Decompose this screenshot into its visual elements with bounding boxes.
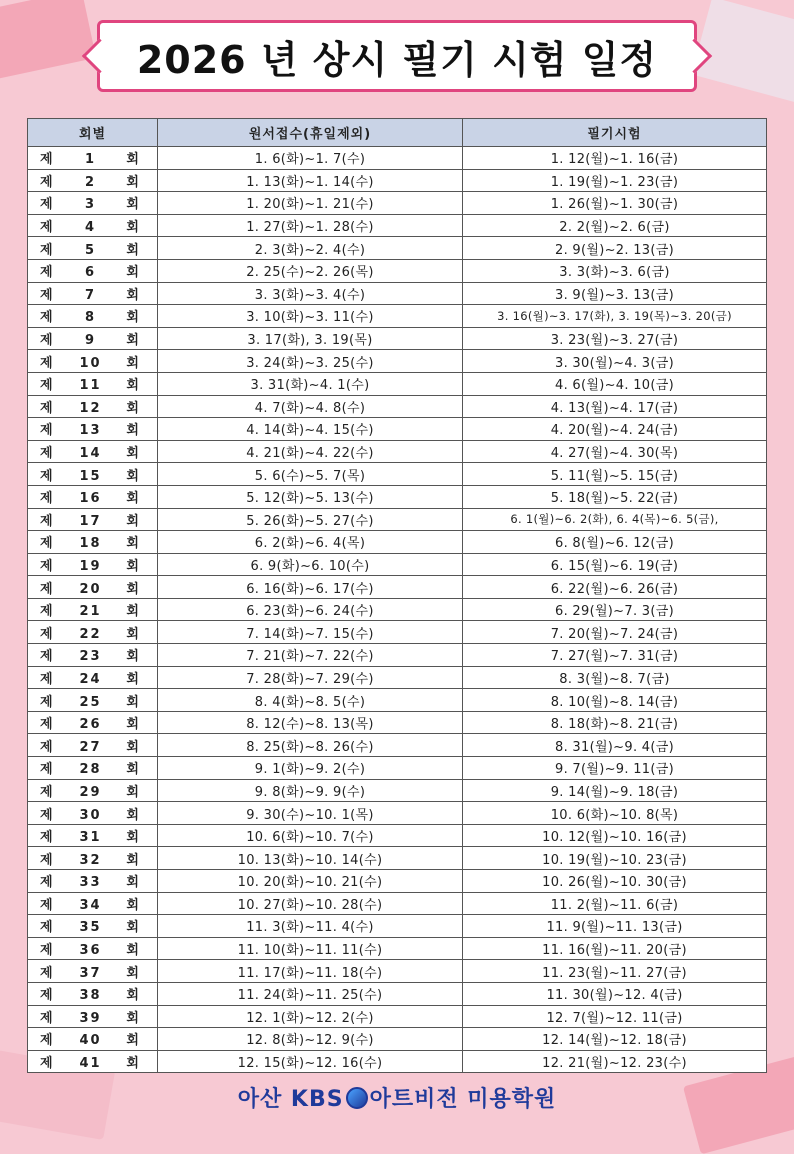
application-period-cell: 6. 9(화)~6. 10(수) (158, 553, 463, 576)
table-row (28, 395, 767, 418)
table-row (28, 915, 767, 938)
exam-period-cell: 5. 11(월)~5. 15(금) (463, 463, 767, 486)
exam-period-cell: 10. 6(화)~10. 8(목) (463, 802, 767, 825)
application-period-cell: 4. 14(화)~4. 15(수) (158, 418, 463, 441)
application-period-cell: 3. 24(화)~3. 25(수) (158, 350, 463, 373)
round-cell: 제 39 회 (28, 1005, 158, 1028)
exam-period-cell: 3. 16(월)~3. 17(화), 3. 19(목)~3. 20(금) (463, 305, 767, 328)
round-cell: 제 6 회 (28, 259, 158, 282)
round-cell: 제 14 회 (28, 440, 158, 463)
page-title: 2026 년 상시 필기 시험 일정 (136, 37, 658, 82)
application-period-cell: 11. 3(화)~11. 4(수) (158, 915, 463, 938)
round-cell: 제 2 회 (28, 169, 158, 192)
exam-period-cell: 12. 7(월)~12. 11(금) (463, 1005, 767, 1028)
table-row (28, 824, 767, 847)
schedule-table (27, 118, 767, 1073)
table-row (28, 598, 767, 621)
exam-period-cell: 4. 20(월)~4. 24(금) (463, 418, 767, 441)
round-cell: 제 27 회 (28, 734, 158, 757)
application-period-cell: 1. 27(화)~1. 28(수) (158, 214, 463, 237)
exam-period-cell: 8. 10(월)~8. 14(금) (463, 689, 767, 712)
table-row (28, 937, 767, 960)
table-row (28, 892, 767, 915)
application-period-cell: 3. 3(화)~3. 4(수) (158, 282, 463, 305)
header-round: 회별 (28, 119, 158, 147)
round-cell: 제 34 회 (28, 892, 158, 915)
table-row (28, 305, 767, 328)
round-cell: 제 5 회 (28, 237, 158, 260)
exam-period-cell: 3. 3(화)~3. 6(금) (463, 259, 767, 282)
application-period-cell: 5. 6(수)~5. 7(목) (158, 463, 463, 486)
exam-period-cell: 4. 27(월)~4. 30(목) (463, 440, 767, 463)
round-cell: 제 1 회 (28, 147, 158, 170)
table-row (28, 237, 767, 260)
exam-period-cell: 1. 12(월)~1. 16(금) (463, 147, 767, 170)
application-period-cell: 8. 12(수)~8. 13(목) (158, 711, 463, 734)
exam-period-cell: 6. 29(월)~7. 3(금) (463, 598, 767, 621)
round-cell: 제 16 회 (28, 485, 158, 508)
table-row (28, 440, 767, 463)
table-row (28, 327, 767, 350)
exam-period-cell: 12. 14(월)~12. 18(금) (463, 1028, 767, 1051)
application-period-cell: 4. 7(화)~4. 8(수) (158, 395, 463, 418)
exam-period-cell: 11. 2(월)~11. 6(금) (463, 892, 767, 915)
round-cell: 제 33 회 (28, 870, 158, 893)
application-period-cell: 6. 23(화)~6. 24(수) (158, 598, 463, 621)
exam-period-cell: 6. 15(월)~6. 19(금) (463, 553, 767, 576)
table-row (28, 1005, 767, 1028)
application-period-cell: 2. 25(수)~2. 26(목) (158, 259, 463, 282)
round-cell: 제 23 회 (28, 644, 158, 667)
exam-period-cell: 6. 1(월)~6. 2(화), 6. 4(목)~6. 5(금), (463, 508, 767, 531)
table-row (28, 576, 767, 599)
footer-left-text: 아산 KBS (237, 1087, 344, 1112)
table-row (28, 1050, 767, 1073)
round-cell: 제 31 회 (28, 824, 158, 847)
table-row (28, 531, 767, 554)
application-period-cell: 12. 1(화)~12. 2(수) (158, 1005, 463, 1028)
exam-period-cell: 7. 27(월)~7. 31(금) (463, 644, 767, 667)
exam-period-cell: 6. 8(월)~6. 12(금) (463, 531, 767, 554)
academy-footer (0, 1082, 794, 1113)
round-cell: 제 8 회 (28, 305, 158, 328)
application-period-cell: 4. 21(화)~4. 22(수) (158, 440, 463, 463)
round-cell: 제 13 회 (28, 418, 158, 441)
round-cell: 제 36 회 (28, 937, 158, 960)
table-row (28, 214, 767, 237)
table-row (28, 666, 767, 689)
exam-period-cell: 9. 7(월)~9. 11(금) (463, 757, 767, 780)
exam-period-cell: 1. 26(월)~1. 30(금) (463, 192, 767, 215)
table-row (28, 802, 767, 825)
exam-period-cell: 8. 3(월)~8. 7(금) (463, 666, 767, 689)
application-period-cell: 8. 25(화)~8. 26(수) (158, 734, 463, 757)
application-period-cell: 1. 6(화)~1. 7(수) (158, 147, 463, 170)
application-period-cell: 10. 20(화)~10. 21(수) (158, 870, 463, 893)
application-period-cell: 10. 6(화)~10. 7(수) (158, 824, 463, 847)
application-period-cell: 2. 3(화)~2. 4(수) (158, 237, 463, 260)
table-row (28, 847, 767, 870)
schedule-table-container (27, 118, 766, 1072)
round-cell: 제 41 회 (28, 1050, 158, 1073)
round-cell: 제 12 회 (28, 395, 158, 418)
exam-period-cell: 2. 9(월)~2. 13(금) (463, 237, 767, 260)
table-row (28, 779, 767, 802)
exam-period-cell: 10. 12(월)~10. 16(금) (463, 824, 767, 847)
table-header-row (28, 119, 767, 147)
table-row (28, 621, 767, 644)
application-period-cell: 9. 8(화)~9. 9(수) (158, 779, 463, 802)
round-cell: 제 20 회 (28, 576, 158, 599)
title-banner (97, 20, 697, 92)
application-period-cell: 10. 27(화)~10. 28(수) (158, 892, 463, 915)
exam-period-cell: 9. 14(월)~9. 18(금) (463, 779, 767, 802)
table-row (28, 689, 767, 712)
exam-period-cell: 10. 19(월)~10. 23(금) (463, 847, 767, 870)
kbs-logo-icon (346, 1087, 368, 1109)
table-row (28, 463, 767, 486)
round-cell: 제 9 회 (28, 327, 158, 350)
round-cell: 제 40 회 (28, 1028, 158, 1051)
round-cell: 제 35 회 (28, 915, 158, 938)
application-period-cell: 5. 12(화)~5. 13(수) (158, 485, 463, 508)
table-row (28, 372, 767, 395)
exam-period-cell: 5. 18(월)~5. 22(금) (463, 485, 767, 508)
table-row (28, 757, 767, 780)
exam-period-cell: 11. 16(월)~11. 20(금) (463, 937, 767, 960)
exam-period-cell: 10. 26(월)~10. 30(금) (463, 870, 767, 893)
background-book-decoration (0, 0, 96, 81)
round-cell: 제 11 회 (28, 372, 158, 395)
round-cell: 제 32 회 (28, 847, 158, 870)
table-row (28, 870, 767, 893)
round-cell: 제 7 회 (28, 282, 158, 305)
round-cell: 제 30 회 (28, 802, 158, 825)
exam-period-cell: 3. 23(월)~3. 27(금) (463, 327, 767, 350)
application-period-cell: 11. 17(화)~11. 18(수) (158, 960, 463, 983)
table-row (28, 147, 767, 170)
exam-period-cell: 6. 22(월)~6. 26(금) (463, 576, 767, 599)
application-period-cell: 7. 28(화)~7. 29(수) (158, 666, 463, 689)
exam-period-cell: 4. 13(월)~4. 17(금) (463, 395, 767, 418)
application-period-cell: 11. 24(화)~11. 25(수) (158, 982, 463, 1005)
table-row (28, 485, 767, 508)
table-row (28, 169, 767, 192)
exam-period-cell: 11. 9(월)~11. 13(금) (463, 915, 767, 938)
round-cell: 제 4 회 (28, 214, 158, 237)
round-cell: 제 22 회 (28, 621, 158, 644)
application-period-cell: 5. 26(화)~5. 27(수) (158, 508, 463, 531)
application-period-cell: 12. 8(화)~12. 9(수) (158, 1028, 463, 1051)
table-row (28, 259, 767, 282)
exam-period-cell: 11. 30(월)~12. 4(금) (463, 982, 767, 1005)
header-exam: 필기시험 (463, 119, 767, 147)
exam-period-cell: 7. 20(월)~7. 24(금) (463, 621, 767, 644)
round-cell: 제 29 회 (28, 779, 158, 802)
table-row (28, 644, 767, 667)
application-period-cell: 3. 10(화)~3. 11(수) (158, 305, 463, 328)
application-period-cell: 8. 4(화)~8. 5(수) (158, 689, 463, 712)
round-cell: 제 10 회 (28, 350, 158, 373)
exam-period-cell: 8. 31(월)~9. 4(금) (463, 734, 767, 757)
table-row (28, 508, 767, 531)
application-period-cell: 12. 15(화)~12. 16(수) (158, 1050, 463, 1073)
application-period-cell: 6. 2(화)~6. 4(목) (158, 531, 463, 554)
exam-period-cell: 8. 18(화)~8. 21(금) (463, 711, 767, 734)
round-cell: 제 37 회 (28, 960, 158, 983)
table-row (28, 282, 767, 305)
exam-period-cell: 1. 19(월)~1. 23(금) (463, 169, 767, 192)
round-cell: 제 3 회 (28, 192, 158, 215)
table-row (28, 960, 767, 983)
application-period-cell: 7. 21(화)~7. 22(수) (158, 644, 463, 667)
exam-period-cell: 4. 6(월)~4. 10(금) (463, 372, 767, 395)
exam-period-cell: 2. 2(월)~2. 6(금) (463, 214, 767, 237)
exam-period-cell: 3. 9(월)~3. 13(금) (463, 282, 767, 305)
round-cell: 제 21 회 (28, 598, 158, 621)
table-row (28, 982, 767, 1005)
application-period-cell: 10. 13(화)~10. 14(수) (158, 847, 463, 870)
application-period-cell: 3. 31(화)~4. 1(수) (158, 372, 463, 395)
table-row (28, 734, 767, 757)
application-period-cell: 3. 17(화), 3. 19(목) (158, 327, 463, 350)
exam-period-cell: 11. 23(월)~11. 27(금) (463, 960, 767, 983)
table-row (28, 711, 767, 734)
round-cell: 제 38 회 (28, 982, 158, 1005)
table-row (28, 350, 767, 373)
application-period-cell: 1. 20(화)~1. 21(수) (158, 192, 463, 215)
application-period-cell: 9. 1(화)~9. 2(수) (158, 757, 463, 780)
exam-period-cell: 12. 21(월)~12. 23(수) (463, 1050, 767, 1073)
application-period-cell: 6. 16(화)~6. 17(수) (158, 576, 463, 599)
application-period-cell: 7. 14(화)~7. 15(수) (158, 621, 463, 644)
round-cell: 제 24 회 (28, 666, 158, 689)
exam-period-cell: 3. 30(월)~4. 3(금) (463, 350, 767, 373)
round-cell: 제 18 회 (28, 531, 158, 554)
table-row (28, 192, 767, 215)
application-period-cell: 11. 10(화)~11. 11(수) (158, 937, 463, 960)
application-period-cell: 9. 30(수)~10. 1(목) (158, 802, 463, 825)
round-cell: 제 26 회 (28, 711, 158, 734)
round-cell: 제 15 회 (28, 463, 158, 486)
application-period-cell: 1. 13(화)~1. 14(수) (158, 169, 463, 192)
round-cell: 제 25 회 (28, 689, 158, 712)
footer-right-text: 아트비전 미용학원 (369, 1087, 557, 1112)
table-row (28, 1028, 767, 1051)
header-application: 원서접수(휴일제외) (158, 119, 463, 147)
table-row (28, 418, 767, 441)
round-cell: 제 17 회 (28, 508, 158, 531)
round-cell: 제 28 회 (28, 757, 158, 780)
table-row (28, 553, 767, 576)
round-cell: 제 19 회 (28, 553, 158, 576)
